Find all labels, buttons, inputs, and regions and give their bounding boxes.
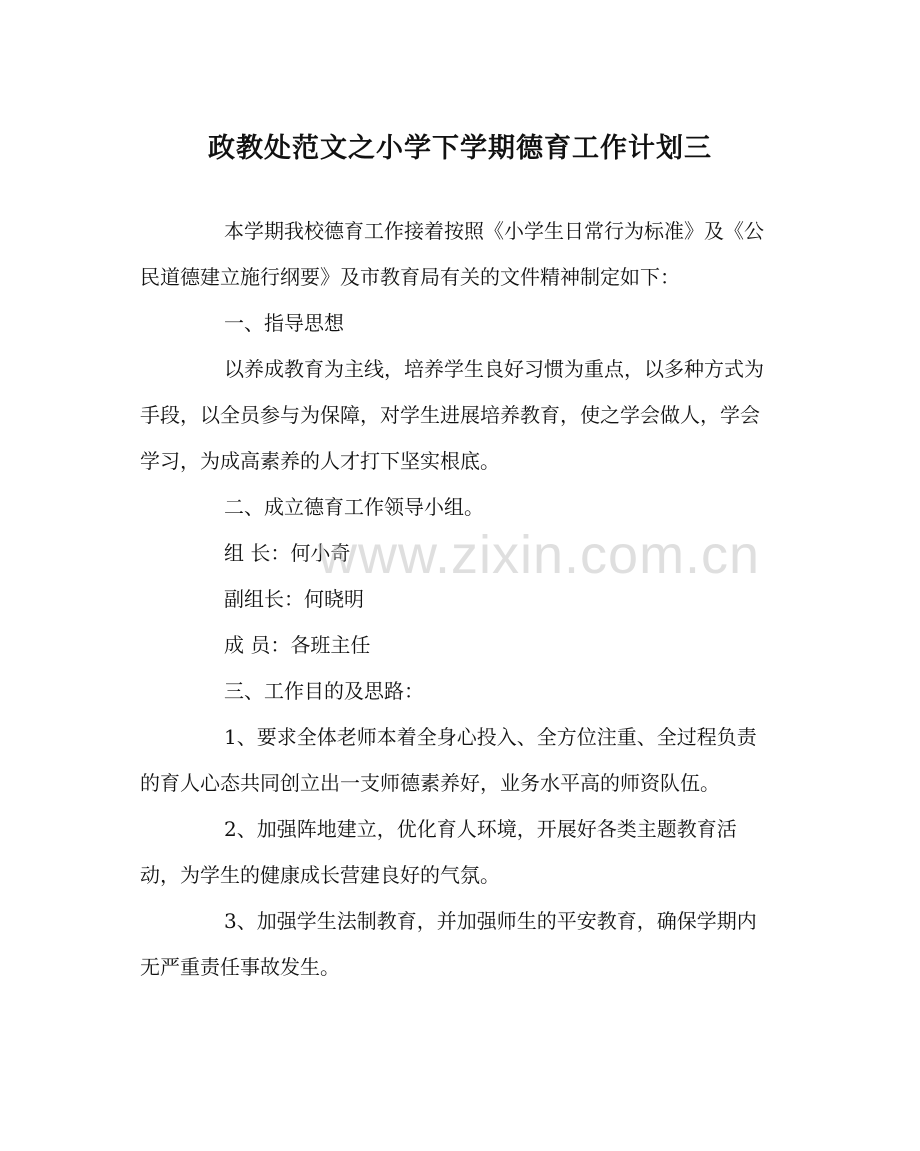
document-body [140, 208, 772, 990]
document-title: 政教处范文之小学下学期德育工作计划三 [208, 133, 712, 164]
section-heading-goals: 三、工作目的及思路： [224, 679, 424, 703]
watermark: www.zixin.com.cn [318, 525, 761, 585]
section-heading-guiding-ideology: 一、指导思想 [224, 311, 344, 335]
intro-paragraph: 本学期我校德育工作接着按照《小学生日常行为标准》及《公民道德建立施行纲要》及市教育局有关的文件精神制定如下： [140, 219, 764, 289]
deputy-leader-line: 副组长：何晓明 [224, 587, 364, 611]
goal-item-3: 3、加强学生法制教育，并加强师生的平安教育，确保学期内无严重责任事故发生。 [140, 909, 757, 979]
section-heading-leadership-group: 二、成立德育工作领导小组。 [224, 495, 484, 519]
goal-item-1: 1、要求全体老师本着全身心投入、全方位注重、全过程负责的育人心态共同创立出一支师德素养好，业务水平高的师资队伍。 [140, 725, 757, 795]
members-line: 成 员：各班主任 [224, 633, 371, 657]
group-leader-line: 组 长：何小奇 [224, 541, 351, 565]
goal-item-2: 2、加强阵地建立，优化育人环境，开展好各类主题教育活动，为学生的健康成长营建良好的气氛。 [140, 817, 737, 887]
guiding-ideology-paragraph: 以养成教育为主线，培养学生良好习惯为重点，以多种方式为手段，以全员参与为保障，对学生进展培养教育，使之学会做人，学会学习，为成高素养的人才打下坚实根底。 [140, 357, 764, 473]
